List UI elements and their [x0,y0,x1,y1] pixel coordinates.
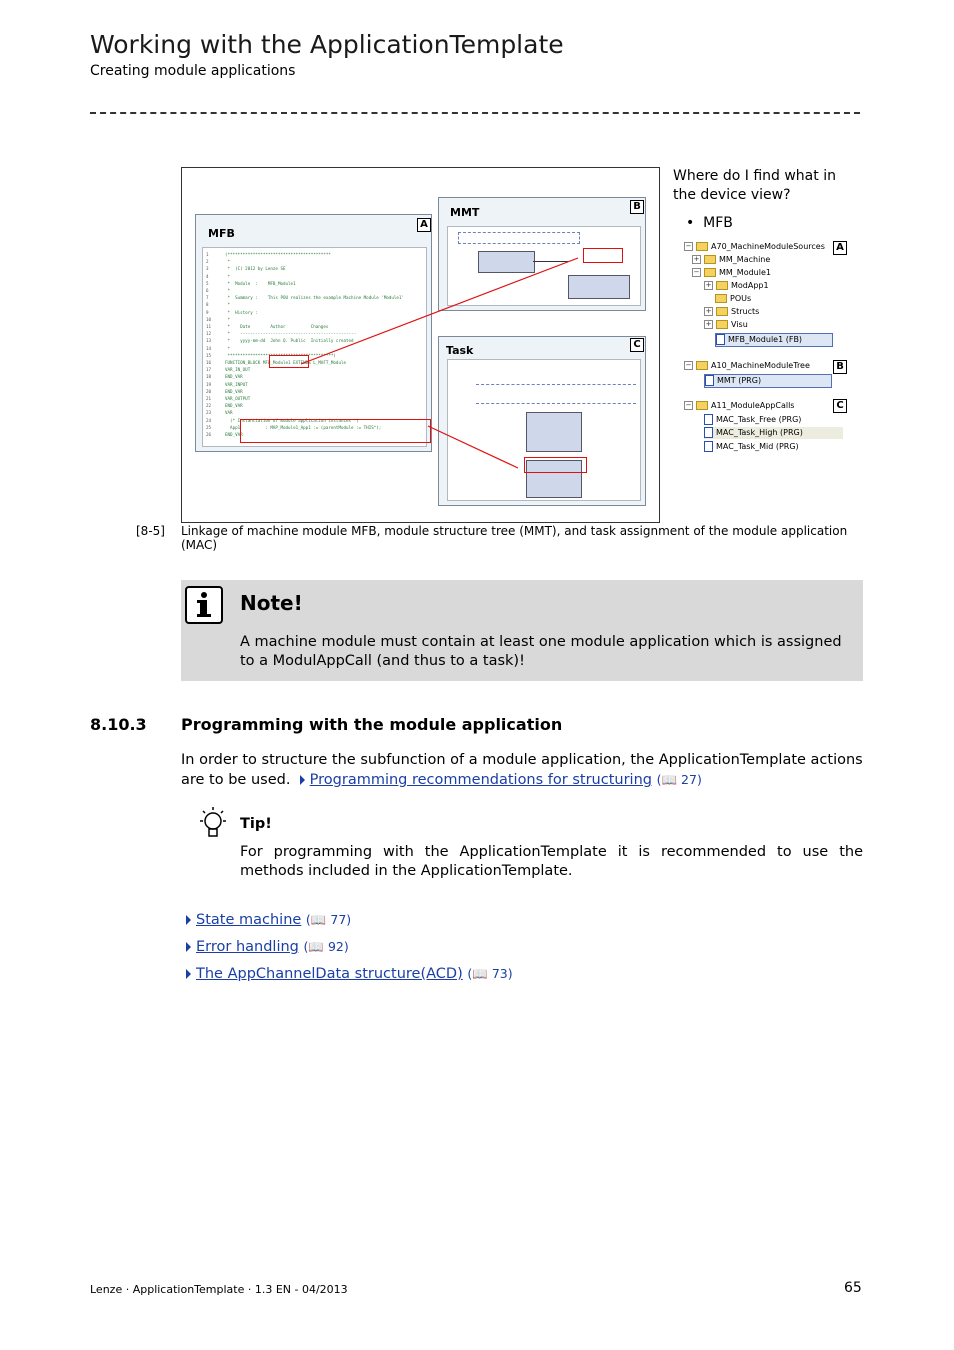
link-item-error-handling [186,939,349,955]
tree-a-item-1: MM_Machine [719,255,771,264]
link-programming-recommendations[interactable]: Programming recommendations for structuring [309,772,652,788]
page-ref-number: 92 [327,939,344,954]
tree-c-item[interactable] [704,441,799,453]
folder-icon [696,401,708,410]
collapse-icon: − [685,361,692,369]
folder-icon [715,294,727,303]
page-header-subtitle: Creating module applications [90,63,296,79]
bulb-icon [196,806,230,840]
tree-b-item-0: A10_MachineModuleTree [711,361,810,370]
document-icon [705,375,714,386]
book-icon: 📖 [308,939,324,954]
tip-text: For programming with the ApplicationTemplate it is recommended to use the methods included in the ApplicationTemplate. [240,844,863,879]
tree-a-item[interactable] [704,319,748,331]
document-icon [704,414,713,425]
page-ref-number: 77 [330,912,347,927]
tree-b-item-selected[interactable] [704,374,832,388]
tag-b: B [630,200,644,214]
figure-caption-number: [8-5] [136,524,165,538]
connector-mfb-to-mmt [301,258,578,364]
page-ref-number: 27 [681,772,697,787]
tree-b [684,360,849,388]
expand-icon: + [693,255,700,263]
tag-c: C [630,338,644,352]
figure-caption: Linkage of machine module MFB, module structure tree (MMT), and task assignment of the module application (MAC) [181,524,848,552]
arrow-right-icon [300,775,305,785]
tree-c-item-1: MAC_Task_Free (PRG) [716,415,802,424]
tree-b-item-1: MMT (PRG) [717,376,762,385]
folder-icon [716,320,728,329]
tree-tag-c: C [833,399,847,413]
tree-a-item-selected[interactable] [715,333,833,347]
folder-icon [716,307,728,316]
tree-tag-b: B [833,360,847,374]
tree-a-root[interactable] [684,241,825,253]
collapse-icon: − [693,268,700,276]
tree-c-item-2: MAC_Task_High (PRG) [716,428,803,437]
figure-connectors [182,168,659,522]
link-state-machine[interactable]: State machine [196,912,302,928]
section-number: 8.10.3 [90,715,147,734]
expand-icon: + [705,320,712,328]
connector-app-to-task [428,426,518,468]
tree-b-root[interactable] [684,360,810,372]
page-ref: (📖 77) [305,912,352,927]
tree-c-item-0: A11_ModuleAppCalls [711,401,795,410]
tree-c [684,400,849,456]
tree-a-item[interactable] [692,254,770,266]
link-error-handling[interactable]: Error handling [196,939,299,955]
note-title: Note! [240,591,303,615]
link-item-state-machine [186,912,351,928]
panel-mfb-title: MFB [208,227,235,240]
section-paragraph [181,750,863,790]
folder-icon [704,255,716,264]
code-text: (***************************************** * * (C) 2012 by Lenze SE * * Module : MFB_Module1 * * Summary : This POU realizes the example Machine Module 'Module1' * * History : * * Date Author Changes * ---------------------------------------------- * yyyy-mm-dd John Q. Public Initially created * ******************************************) FUNCTION_BLOCK MFB_Module1 EXTENDS L_MAFT_Module VAR_IN_OUT END_VAR VAR_INPUT END_VAR VAR_OUTPUT END_VAR VAR (* Instantiation of module application instances *) App1 : MAP_Module1_App1 := (parentModule := THIS^); END_VAR [225,252,404,438]
page-number: 65 [844,1280,862,1296]
book-icon: 📖 [310,912,327,927]
folder-icon [696,361,708,370]
document-icon [716,334,725,345]
tree-tag-a: A [833,241,847,255]
figure-side-question: Where do I find what in the device view? [673,168,836,203]
page-header-title: Working with the ApplicationTemplate [90,30,564,59]
expand-icon: + [705,307,712,315]
collapse-icon: − [685,401,692,409]
figure-bullet: • MFB [686,215,733,231]
book-icon: 📖 [661,772,678,787]
page-ref-number: 73 [491,966,508,981]
tree-a [684,241,849,349]
page-ref: (📖 27) [656,772,702,787]
tree-a-item-0: A70_MachineModuleSources [711,242,825,251]
footer-text: Lenze · ApplicationTemplate · 1.3 EN - 04/2013 [90,1283,348,1296]
tree-c-item-selected[interactable] [704,427,843,439]
tree-a-item-4: POUs [730,294,752,303]
tip-title: Tip! [240,816,272,832]
folder-icon [704,268,716,277]
tree-a-item-5: Structs [731,307,760,316]
tree-c-item[interactable] [704,414,801,426]
tree-a-item[interactable] [692,267,771,279]
tree-a-item-3: ModApp1 [731,281,769,290]
tree-a-item[interactable] [704,280,769,292]
tree-a-item[interactable] [704,306,759,318]
info-icon [185,586,223,624]
tree-a-item-2: MM_Module1 [719,268,771,277]
expand-icon: + [705,281,712,289]
tree-a-item[interactable] [715,293,751,305]
page-ref: (📖 92) [303,939,349,954]
note-text: A machine module must contain at least one module application which is assigned to a ModulAppCall (and thus to a task)! [240,634,842,669]
collapse-icon: − [685,242,692,250]
panel-task-title: Task [446,344,474,357]
arrow-right-icon [186,942,191,952]
header-divider [90,112,860,114]
folder-icon [696,242,708,251]
document-icon [704,441,713,452]
tree-c-root[interactable] [684,400,794,412]
panel-mmt-title: MMT [450,206,480,219]
link-item-appchanneldata [186,966,513,982]
arrow-right-icon [186,915,191,925]
arrow-right-icon [186,969,191,979]
tree-a-item-6: Visu [731,320,748,329]
document-icon [704,427,713,438]
tag-a: A [417,218,431,232]
book-icon: 📖 [472,966,488,981]
tree-a-item-7: MFB_Module1 (FB) [728,335,803,344]
section-title: Programming with the module application [181,715,563,734]
section-paragraph-text: In order to structure the subfunction of a module application, the ApplicationTemplate actions are to be used. [181,752,863,788]
folder-icon [716,281,728,290]
tree-c-item-3: MAC_Task_Mid (PRG) [716,442,799,451]
figure-bullet-text: MFB [703,215,733,231]
page-ref: (📖 73) [467,966,513,981]
link-appchanneldata[interactable]: The AppChannelData structure(ACD) [196,966,463,982]
code-listing: 1 2 3 4 5 6 7 8 9 10 11 12 13 14 15 16 17 18 19 20 21 22 23 24 25 26 [206,252,212,438]
figure-frame [181,167,660,523]
